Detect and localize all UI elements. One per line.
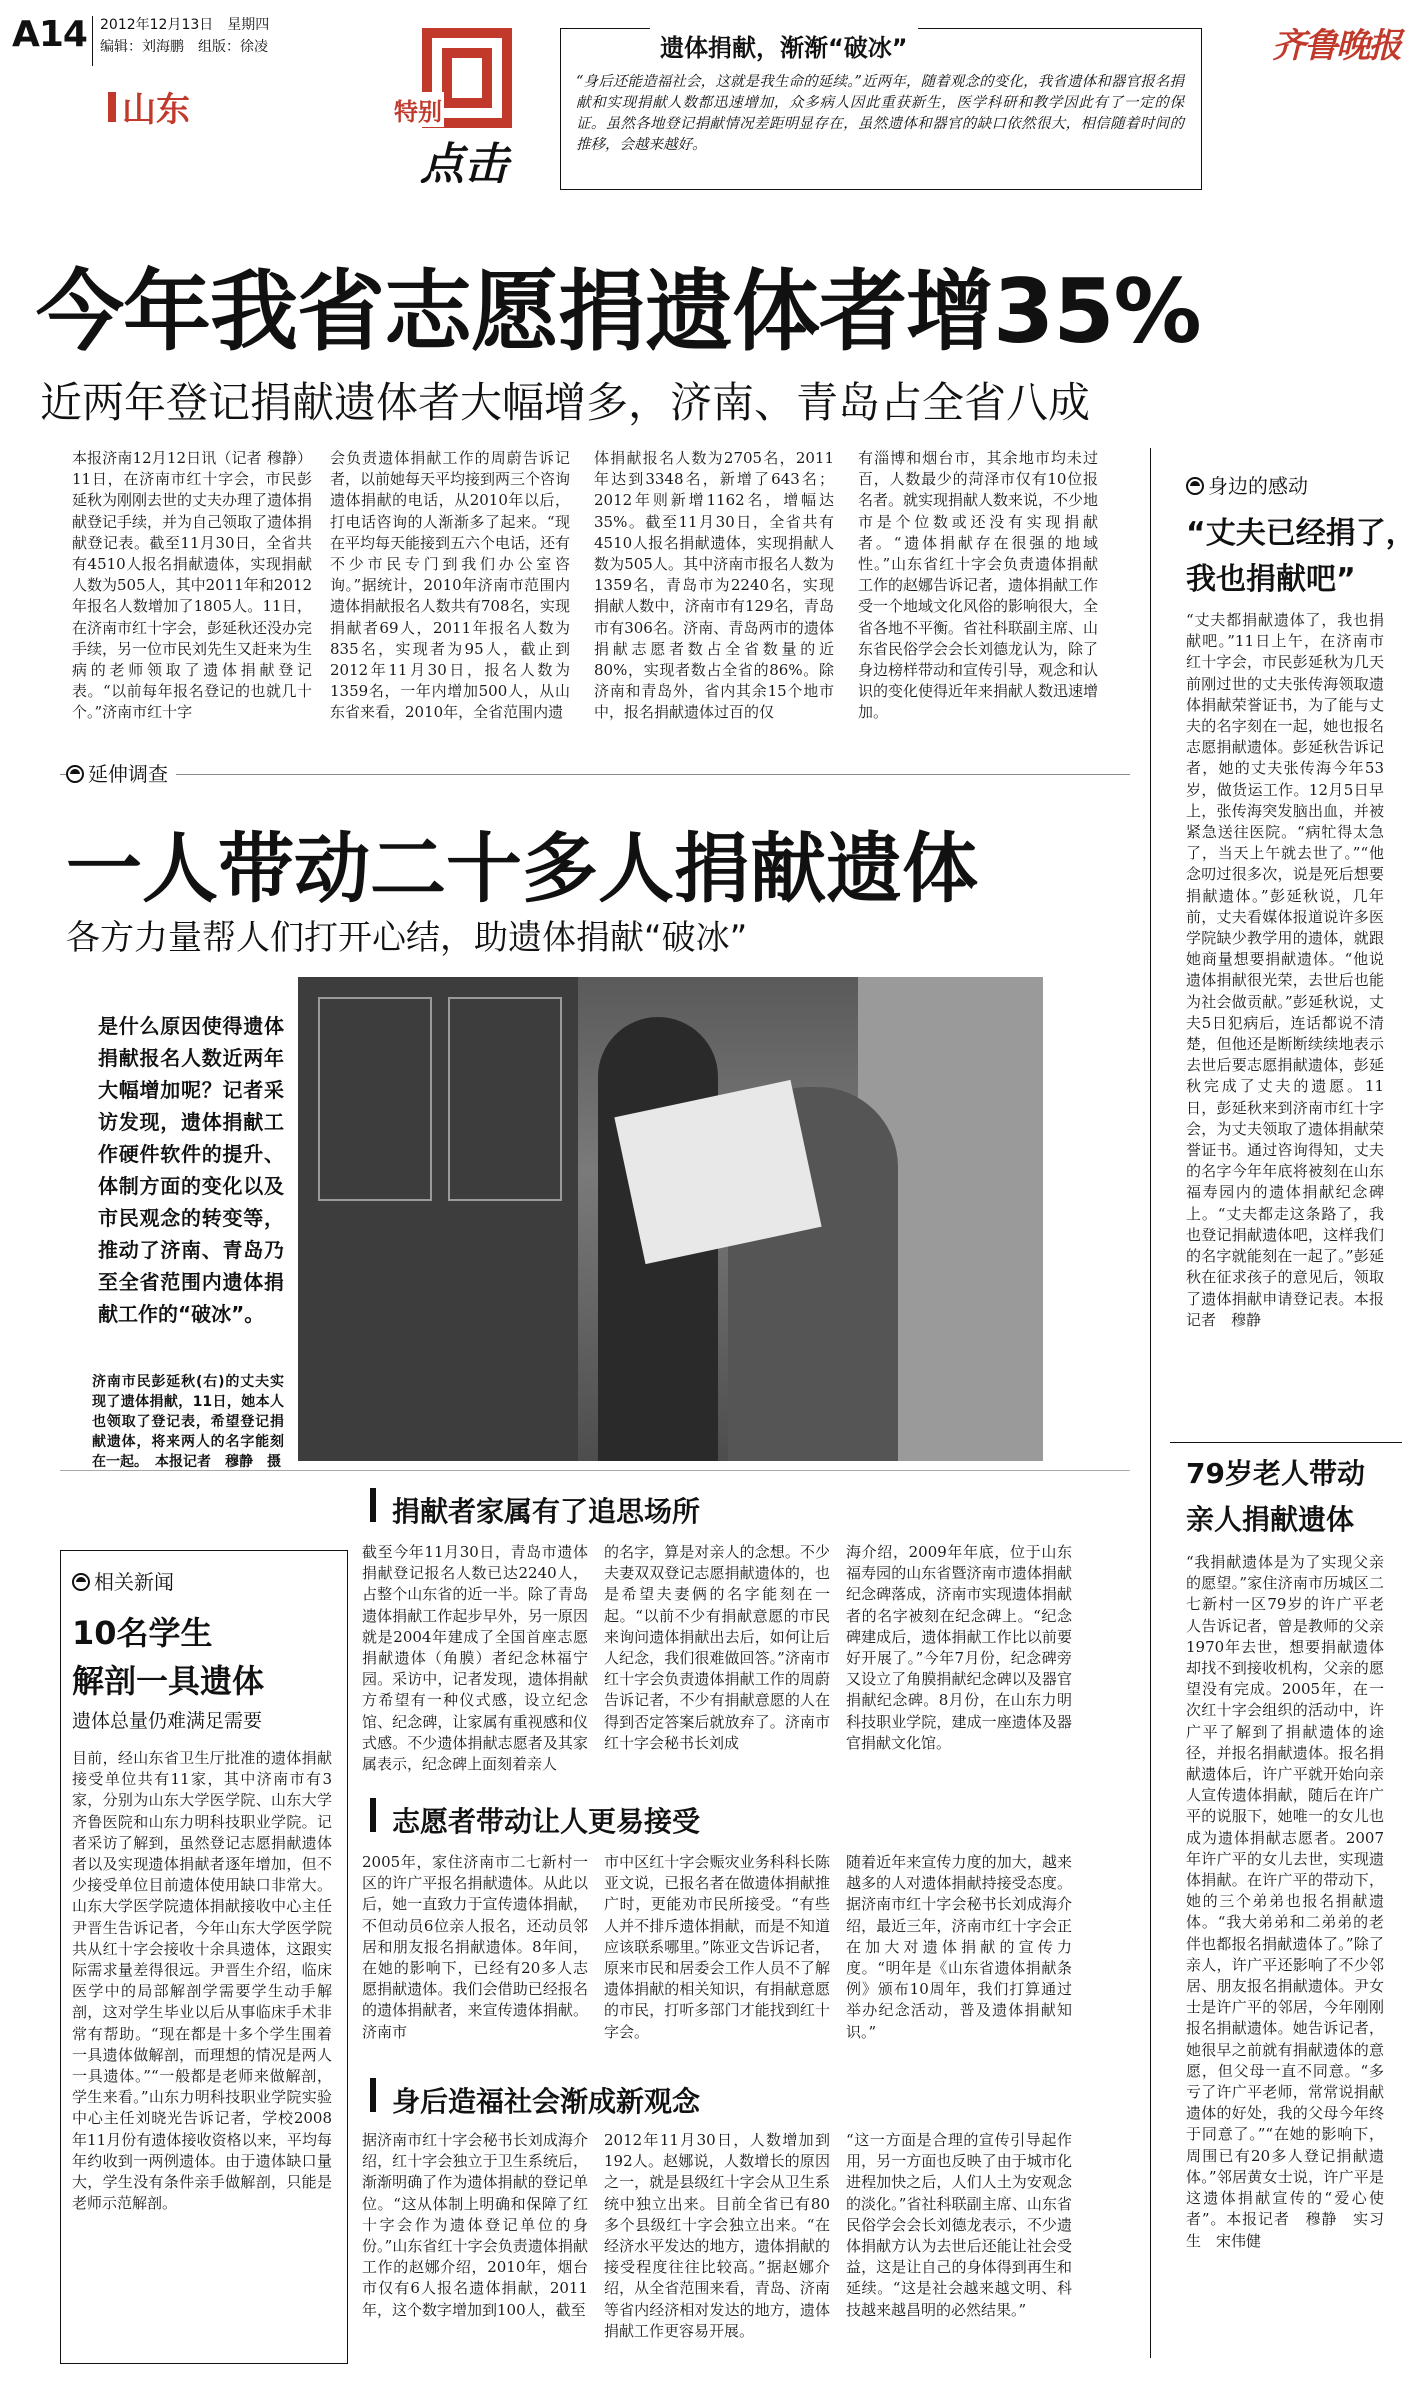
section-dot-icon xyxy=(66,765,84,783)
section-2-title: 志愿者带动让人更易接受 xyxy=(392,1805,701,1838)
elder-title-2: 亲人捐献遗体 xyxy=(1186,1503,1355,1536)
touching-title-2: 我也捐献吧” xyxy=(1186,562,1356,597)
touching-label: 身边的感动 xyxy=(1186,470,1308,499)
page-number: A14 xyxy=(12,14,87,55)
section-dot-icon xyxy=(1186,477,1204,495)
section-1-col-1: 截至今年11月30日，青岛市遗体捐献登记报名人数已达2240人，占整个山东省的近一半。除了青岛遗体捐献工作起步早外，另一原因就是2004年建成了全国首座志愿捐献遗体（角膜）者纪念林福宁园。采访中，记者发现，遗体捐献方希望有一种仪式感，设立纪念馆、纪念碑，让家属有重视感和仪式感。不少遗体捐献志愿者及其家属表示，纪念碑上面刻着亲人 xyxy=(362,1543,588,1774)
badge-text-top: 特别 xyxy=(392,92,444,127)
news-title-2: 解剖一具遗体 xyxy=(72,1662,265,1700)
masthead-logo: 齐鲁晚报 xyxy=(1272,26,1400,66)
section-3-title: 身后造福社会渐成新观念 xyxy=(392,2085,701,2118)
intro-text: “身后还能造福社会，这就是我生命的延续。”近两年，随着观念的变化，我省遗体和器官报名捐献和实现捐献人数都迅速增加，众多病人因此重获新生，医学科研和教学因此有了一定的保证。虽然各地登记捐献情况差距明显存在，虽然遗体和器官的缺口依然很大，相信随着时间的推移，会越来越好。 xyxy=(576,74,1184,153)
follow-up-lead: 是什么原因使得遗体捐献报名人数近两年大幅增加呢？记者采访发现，遗体捐献工作硬件软件的提升、体制方面的变化以及市民观念的转变等，推动了济南、青岛乃至全省范围内遗体捐献工作的“破冰”。 xyxy=(98,1014,284,1326)
main-col-4: 有淄博和烟台市，其余地市均未过百，人数最少的菏泽市仅有10位报名者。就实现捐献人数来说，不少地市是个位数或还没有实现捐献者。“遗体捐献存在很强的地域性。”山东省红十字会负责遗体捐献工作的赵娜告诉记者，遗体捐献工作受一个地域文化风俗的影响很大，全省各地不平衡。省社科联副主席、山东省民俗学会会长刘德龙认为，除了身边榜样带动和宣传引导，观念和认识的变化使得近年来捐献人数迅速增加。 xyxy=(858,449,1098,722)
rail-divider xyxy=(1170,1442,1402,1443)
feature-badge xyxy=(372,28,552,188)
follow-up-subhead: 各方力量帮人们打开心结，助遗体捐献“破冰” xyxy=(66,918,748,958)
section-3-col-3: “这一方面是合理的宣传引导起作用，另一方面也反映了由于城市化进程加快之后，人们人土为安观念的淡化。”省社科联副主席、山东省民俗学会会长刘德龙表示，不少遗体捐献方认为去世后还能让社会受益，这是让自己的身体得到再生和延续。“这是社会越来越文明、科技越来越昌明的必然结果。” xyxy=(846,2131,1072,2319)
news-title-1: 10名学生 xyxy=(72,1614,213,1652)
elder-text: “我捐献遗体是为了实现父亲的愿望。”家住济南市历城区二七新村一区79岁的许广平老人告诉记者，曾是教师的父亲1970年去世，想要捐献遗体却找不到接收机构，父亲的愿望没有完成。2005年，在一次红十字会组织的活动中，许广平了解到了捐献遗体的途径，并报名捐献遗体。报名捐献遗体后，许广平就开始向亲人宣传遗体捐献，随后在许广平的说服下，她唯一的女儿也成为遗体捐献志愿者。2007年许广平的女儿去世，实现遗体捐献。在许广平的带动下，她的三个弟弟也报名捐献遗体。“我大弟弟和二弟弟的老伴也都报名捐献遗体了。”除了亲人，许广平还影响了不少邻居、朋友报名捐献遗体。尹女士是许广平的邻居，今年刚刚报名捐献遗体。她告诉记者，她很早之前就有捐献遗体的意愿，但父母一直不同意。“多亏了许广平老师，常常说捐献遗体的好处，我的父母今年终于同意了。”“在她的影响下，周围已有20多人登记捐献遗体。”邻居黄女士说，许广平是这遗体捐献宣传的“爱心使者”。本报记者 穆静 实习生 宋伟健 xyxy=(1186,1553,1384,2250)
editor-credits: 编辑：刘海鹏 组版：徐凌 xyxy=(100,39,268,55)
photo-caption: 济南市民彭延秋(右)的丈夫实现了遗体捐献，11日，她本人也领取了登记表，希望登记捐献遗体，将来两人的名字能刻在一起。 本报记者 穆静 摄 xyxy=(92,1374,284,1470)
section-2-col-2: 市中区红十字会赈灾业务科科长陈亚文说，已报名者在做遗体捐献推广时，更能劝市民所接受。“有些人并不排斥遗体捐献，而是不知道应该联系哪里。”陈亚文告诉记者，原来市民和居委会工作人员不了解遗体捐献的相关知识，有捐献意愿的市民，打听多部门才能找到红十字会。 xyxy=(604,1853,830,2041)
section-bar xyxy=(370,2078,376,2112)
related-news-label: 相关新闻 xyxy=(72,1566,174,1595)
section-3-col-2: 2012年11月30日，人数增加到192人。赵娜说，人数增长的原因之一，就是县级红十字会从卫生系统中独立出来。目前全省已有80多个县级红十字会独立出来。“在经济水平发达的地方，遗体捐献的接受程度往往比较高。”据赵娜介绍，从全省范围来看，青岛、济南等省内经济相对发达的地方，遗体捐献工作更容易开展。 xyxy=(604,2131,830,2340)
section-1-col-3: 海介绍，2009年年底，位于山东福寿园的山东省暨济南市遗体捐献纪念碑落成，济南市实现遗体捐献者的名字被刻在纪念碑上。“纪念碑建成后，遗体捐献工作比以前要好开展了。”今年7月份，纪念碑旁又设立了角膜捐献纪念碑以及器官捐献纪念碑。8月份，在山东力明科技职业学院，建成一座遗体及器官捐献文化馆。 xyxy=(846,1543,1072,1752)
section-name: 山东 xyxy=(122,90,190,130)
section-1-title: 捐献者家属有了追思场所 xyxy=(392,1495,701,1528)
main-col-2: 会负责遗体捐献工作的周蔚告诉记者，以前她每天平均接到两三个咨询遗体捐献的电话，从2010年以后，打电话咨询的人渐渐多了起来。“现在平均每天能接到五六个电话，还有不少市民专门到我们办公室咨询。”据统计，2010年济南市范围内遗体捐献报名人数共有708名，实现捐献者69人，2011年报名人数为835名，实现者为95人，截止到2012年11月30日，报名人数为1359名，一年内增加500人，从山东省来看，2010年，全省范围内遗 xyxy=(330,449,570,722)
touching-text: “丈夫都捐献遗体了，我也捐献吧。”11日上午，在济南市红十字会，市民彭延秋为几天前刚过世的丈夫张传海领取遗体捐献荣誉证书，为了能与丈夫的名字刻在一起，她也报名志愿捐献遗体。彭延秋告诉记者，她的丈夫张传海今年53岁，做货运工作。12月5日早上，张传海突发脑出血，并被紧急送往医院。“病牤得太急了，当天上午就去世了。”“他念叨过很多次，说是死后想要捐献遗体。”彭延秋说，几年前，丈夫看媒体报道说许多医学院缺少教学用的遗体，就跟她商量想要捐献遗体。“他说遗体捐献很光荣，去世后也能为社会做贡献。”彭延秋说，丈夫5日犯病后，连话都说不清楚，但他还是断断续续地表示去世后要志愿捐献遗体，彭延秋完成了丈夫的遗愿。11日，彭延秋来到济南市红十字会，为丈夫领取了遗体捐献荣誉证书。通过咨询得知，丈夫的名字今年年底将被刻在山东福寿园内的遗体捐献纪念碑上。“丈夫都走这条路了，我也登记捐献遗体吧，这样我们的名字就能刻在一起了。”彭延秋在征求孩子的意见后，领取了遗体捐献申请登记表。本报记者 穆静 xyxy=(1186,611,1384,1329)
photo-rule xyxy=(60,1470,1130,1471)
section-3-col-1: 据济南市红十字会秘书长刘成海介绍，红十字会独立于卫生系统后，渐渐明确了作为遗体捐献的登记单位。“这从体制上明确和保障了红十字会作为遗体登记单位的身份。”山东省红十字会负责遗体捐献工作的赵娜介绍，2010年，烟台市仅有6人报名遗体捐献，2011年，这个数字增加到100人，截至 xyxy=(362,2131,588,2319)
section-marker xyxy=(108,92,116,122)
elder-title-1: 79岁老人带动 xyxy=(1186,1457,1365,1490)
section-2-col-3: 随着近年来宣传力度的加大，越来越多的人对遗体捐献持接受态度。据济南市红十字会秘书长刘成海介绍，最近三年，济南市红十字会正在加大对遗体捐献的宣传力度。“明年是《山东省遗体捐献条例》颁布10周年，我们打算通过举办纪念活动，普及遗体捐献知识。” xyxy=(846,1853,1072,2041)
section-bar xyxy=(370,1798,376,1832)
news-text: 目前，经山东省卫生厅批准的遗体捐献接受单位共有11家，其中济南市有3家，分别为山东大学医学院、山东大学齐鲁医院和山东力明科技职业学院。记者采访了解到，虽然登记志愿捐献遗体者以及实现遗体捐献者逐年增加，但不少接受单位目前遗体使用缺口非常大。山东大学医学院遗体捐献接收中心主任尹晋生告诉记者，今年山东大学医学院共从红十字会接收十余具遗体，这跟实际需求量差得很远。尹晋生介绍，临床医学中的局部解剖学需要学生动手解剖，这对学生毕业以后从事临床手术非常有帮助。“现在都是十多个学生围着一具遗体做解剖，而理想的情况是两人一具遗体。”“一般都是老师来做解剖，学生来看。”山东力明科技职业学院实验中心主任刘晓光告诉记者，学校2008年11月份有遗体接收资格以来，平均每年约收到一两例遗体。由于遗体缺口量大，学生没有条件亲手做解剖，只能是老师示范解剖。 xyxy=(72,1749,332,2213)
issue-date: 2012年12月13日 星期四 xyxy=(100,17,270,33)
main-subhead: 近两年登记捐献遗体者大幅增多，济南、青岛占全省八成 xyxy=(40,378,1091,427)
follow-up-rule xyxy=(60,774,1130,775)
follow-up-headline: 一人带动二十多人捐献遗体 xyxy=(66,824,978,913)
right-rail-divider xyxy=(1150,448,1151,2358)
section-2-col-1: 2005年，家住济南市二七新村一区的许广平报名捐献遗体。从此以后，她一直致力于宣传遗体捐献，不但动员6位亲人报名，还动员邻居和朋友报名捐献遗体。8年间，在她的影响下，已经有20多人志愿捐献遗体。我们会借助已经报名的遗体捐献者，来宣传遗体捐献。济南市 xyxy=(362,1853,588,2041)
section-bar xyxy=(370,1488,376,1522)
badge-text-bottom: 点击 xyxy=(420,139,508,190)
touching-title-1: “丈夫已经捐了， xyxy=(1186,516,1416,551)
main-col-3: 体捐献报名人数为2705名，2011年达到3348名，新增了643名；2012年则新增1162名，增幅达35%。截至11月30日，全省共有4510人报名捐献遗体，实现捐献人数为505人。其中济南市报名人数为1359名，青岛市为2240名，实现捐献人数中，济南市有129名，青岛市有306名。济南、青岛两市的遗体捐献志愿者数占全省数量的近80%，实现者数占全省的86%。除济南和青岛外，省内其余15个地市中，报名捐献遗体过百的仅 xyxy=(594,449,834,722)
main-col-1: 本报济南12月12日讯（记者 穆静） 11日，在济南市红十字会，市民彭延秋为刚刚去世的丈夫办理了遗体捐献登记手续，并为自己领取了遗体捐献登记表。截至11月30日，全省共有4510人报名捐献遗体，实现捐献人数为505人，其中2011年和2012年报名人数增加了1805人。11日，在济南市红十字会，彭延秋还没办完手续，另一位市民刘先生又赶来为生病的老师领取了遗体捐献登记表。“以前每年报名登记的也就几十个。”济南市红十字 xyxy=(72,449,312,722)
page-header xyxy=(0,0,1417,190)
news-photo xyxy=(298,977,1043,1461)
news-subtitle: 遗体总量仍难满足需要 xyxy=(72,1710,263,1732)
follow-up-label: 延伸调查 xyxy=(66,758,176,787)
header-divider xyxy=(92,16,93,66)
section-dot-icon xyxy=(72,1573,90,1591)
main-headline: 今年我省志愿捐遗体者增35% xyxy=(36,260,1201,363)
intro-title: 遗体捐献，渐渐“破冰” xyxy=(650,28,918,63)
section-1-col-2: 的名字，算是对亲人的念想。不少夫妻双双登记志愿捐献遗体的，也是希望夫妻俩的名字能刻在一起。“以前不少有捐献意愿的市民来询问遗体捐献出去后，如何让后人纪念，我们很难做回答。”济南市红十字会负责遗体捐献工作的周蔚告诉记者，不少有捐献意愿的人在得到否定答案后就放弃了。济南市红十字会秘书长刘成 xyxy=(604,1543,830,1752)
